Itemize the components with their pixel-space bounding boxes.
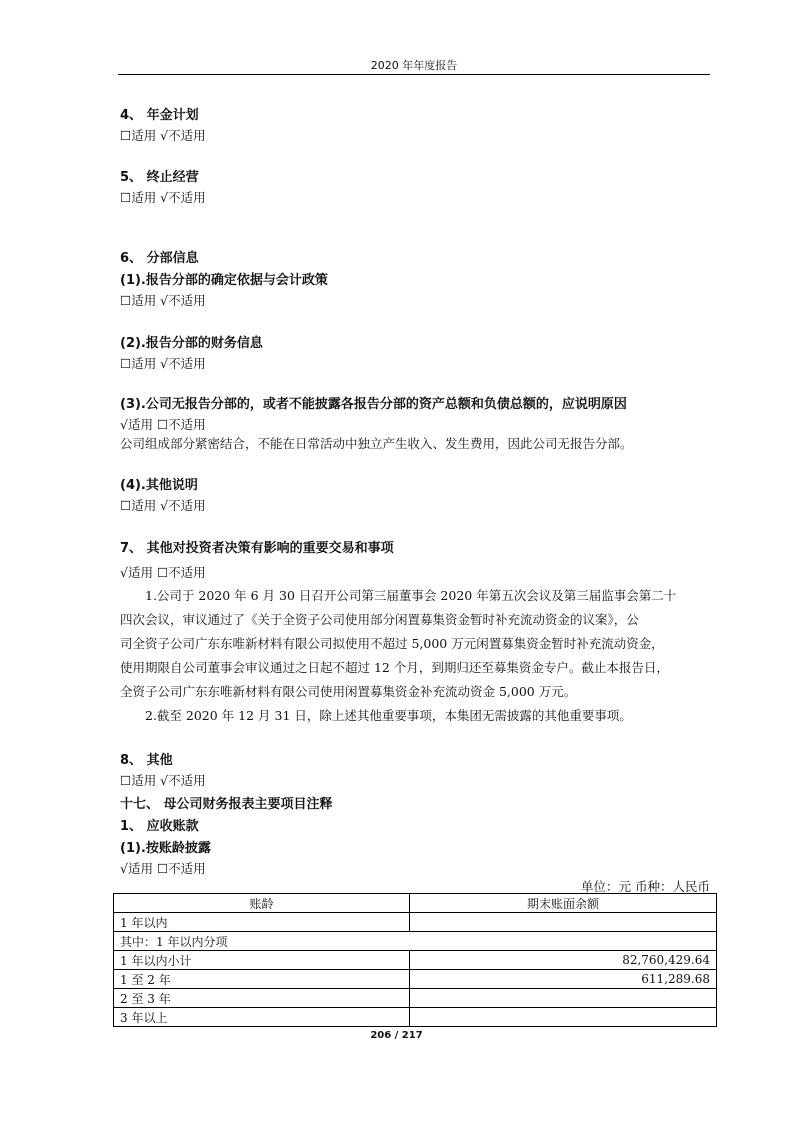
section-6-4-options: ☐适用 √不适用	[120, 498, 206, 513]
table-cell-balance: 82,760,429.64	[410, 951, 717, 970]
header-divider	[118, 74, 710, 75]
section-6-1-heading: (1).报告分部的确定依据与会计政策	[120, 273, 328, 288]
table-cell-balance	[410, 913, 717, 932]
table-row	[114, 913, 717, 932]
section-8-heading: 8、 其他	[120, 753, 173, 768]
section-5-heading: 5、 终止经营	[120, 170, 199, 185]
table-cell-aging: 1 至 2 年	[114, 970, 410, 989]
paragraph-line: 使用期限自公司董事会审议通过之日起不超过 12 个月，到期归还至募集资金专户。截止本报告日，	[120, 660, 669, 675]
section-7-heading: 7、 其他对投资者决策有影响的重要交易和事项	[120, 541, 394, 556]
table-cell-aging: 1 年以内	[114, 913, 410, 932]
section-4-options: ☐适用 √不适用	[120, 128, 206, 143]
section-17-1-1-options: √适用 ☐不适用	[120, 861, 206, 876]
paragraph-line: 司全资子公司广东东唯新材料有限公司拟使用不超过 5,000 万元闲置募集资金暂时补充流动资金，	[120, 636, 664, 651]
paragraph-line: 2.截至 2020 年 12 月 31 日，除上述其他重要事项，本集团无需披露的其他重要事项。	[145, 708, 632, 723]
table-cell-balance	[410, 1008, 717, 1027]
section-17-1-heading: 1、 应收账款	[120, 819, 199, 834]
table-row	[114, 932, 717, 951]
table-row	[114, 1008, 717, 1027]
page-number: 206 / 217	[370, 1030, 423, 1041]
table-header-row	[114, 894, 717, 913]
table-row	[114, 970, 717, 989]
section-6-heading: 6、 分部信息	[120, 251, 199, 266]
section-4-heading: 4、 年金计划	[120, 108, 199, 123]
table-cell-aging: 其中：1 年以内分项	[114, 932, 717, 951]
column-header-balance: 期末账面余额	[410, 894, 717, 913]
table-cell-aging: 3 年以上	[114, 1008, 410, 1027]
section-6-3-options: √适用 ☐不适用	[120, 417, 206, 432]
section-6-4-heading: (4).其他说明	[120, 478, 198, 493]
paragraph-line: 全资子公司广东东唯新材料有限公司使用闲置募集资金补充流动资金 5,000 万元。	[120, 684, 577, 699]
section-6-3-heading: (3).公司无报告分部的，或者不能披露各报告分部的资产总额和负债总额的，应说明原因	[120, 397, 627, 412]
section-17-heading: 十七、 母公司财务报表主要项目注释	[120, 797, 333, 812]
paragraph-line: 四次会议，审议通过了《关于全资子公司使用部分闲置募集资金暂时补充流动资金的议案》，公	[120, 612, 639, 627]
paragraph-line: 1.公司于 2020 年 6 月 30 日召开公司第三届董事会 2020 年第五次会议及第三届监事会第二十	[145, 588, 677, 603]
table-cell-aging: 1 年以内小计	[114, 951, 410, 970]
unit-currency-label: 单位：元 币种：人民币	[581, 879, 710, 894]
table-cell-balance: 611,289.68	[410, 970, 717, 989]
page-header: 2020 年年度报告	[370, 59, 458, 72]
section-5-options: ☐适用 √不适用	[120, 190, 206, 205]
table-row	[114, 951, 717, 970]
aging-table	[113, 893, 717, 1027]
section-6-3-text: 公司组成部分紧密结合，不能在日常活动中独立产生收入、发生费用，因此公司无报告分部。	[120, 436, 633, 451]
section-7-options: √适用 ☐不适用	[120, 565, 206, 580]
section-17-1-1-heading: (1).按账龄披露	[120, 841, 211, 856]
section-6-1-options: ☐适用 √不适用	[120, 293, 206, 308]
section-8-options: ☐适用 √不适用	[120, 773, 206, 788]
table-cell-balance	[410, 989, 717, 1008]
section-7-paragraph-1	[120, 584, 712, 728]
section-6-2-options: ☐适用 √不适用	[120, 356, 206, 371]
section-6-2-heading: (2).报告分部的财务信息	[120, 336, 263, 351]
column-header-aging: 账龄	[114, 894, 410, 913]
table-row	[114, 989, 717, 1008]
table-cell-aging: 2 至 3 年	[114, 989, 410, 1008]
